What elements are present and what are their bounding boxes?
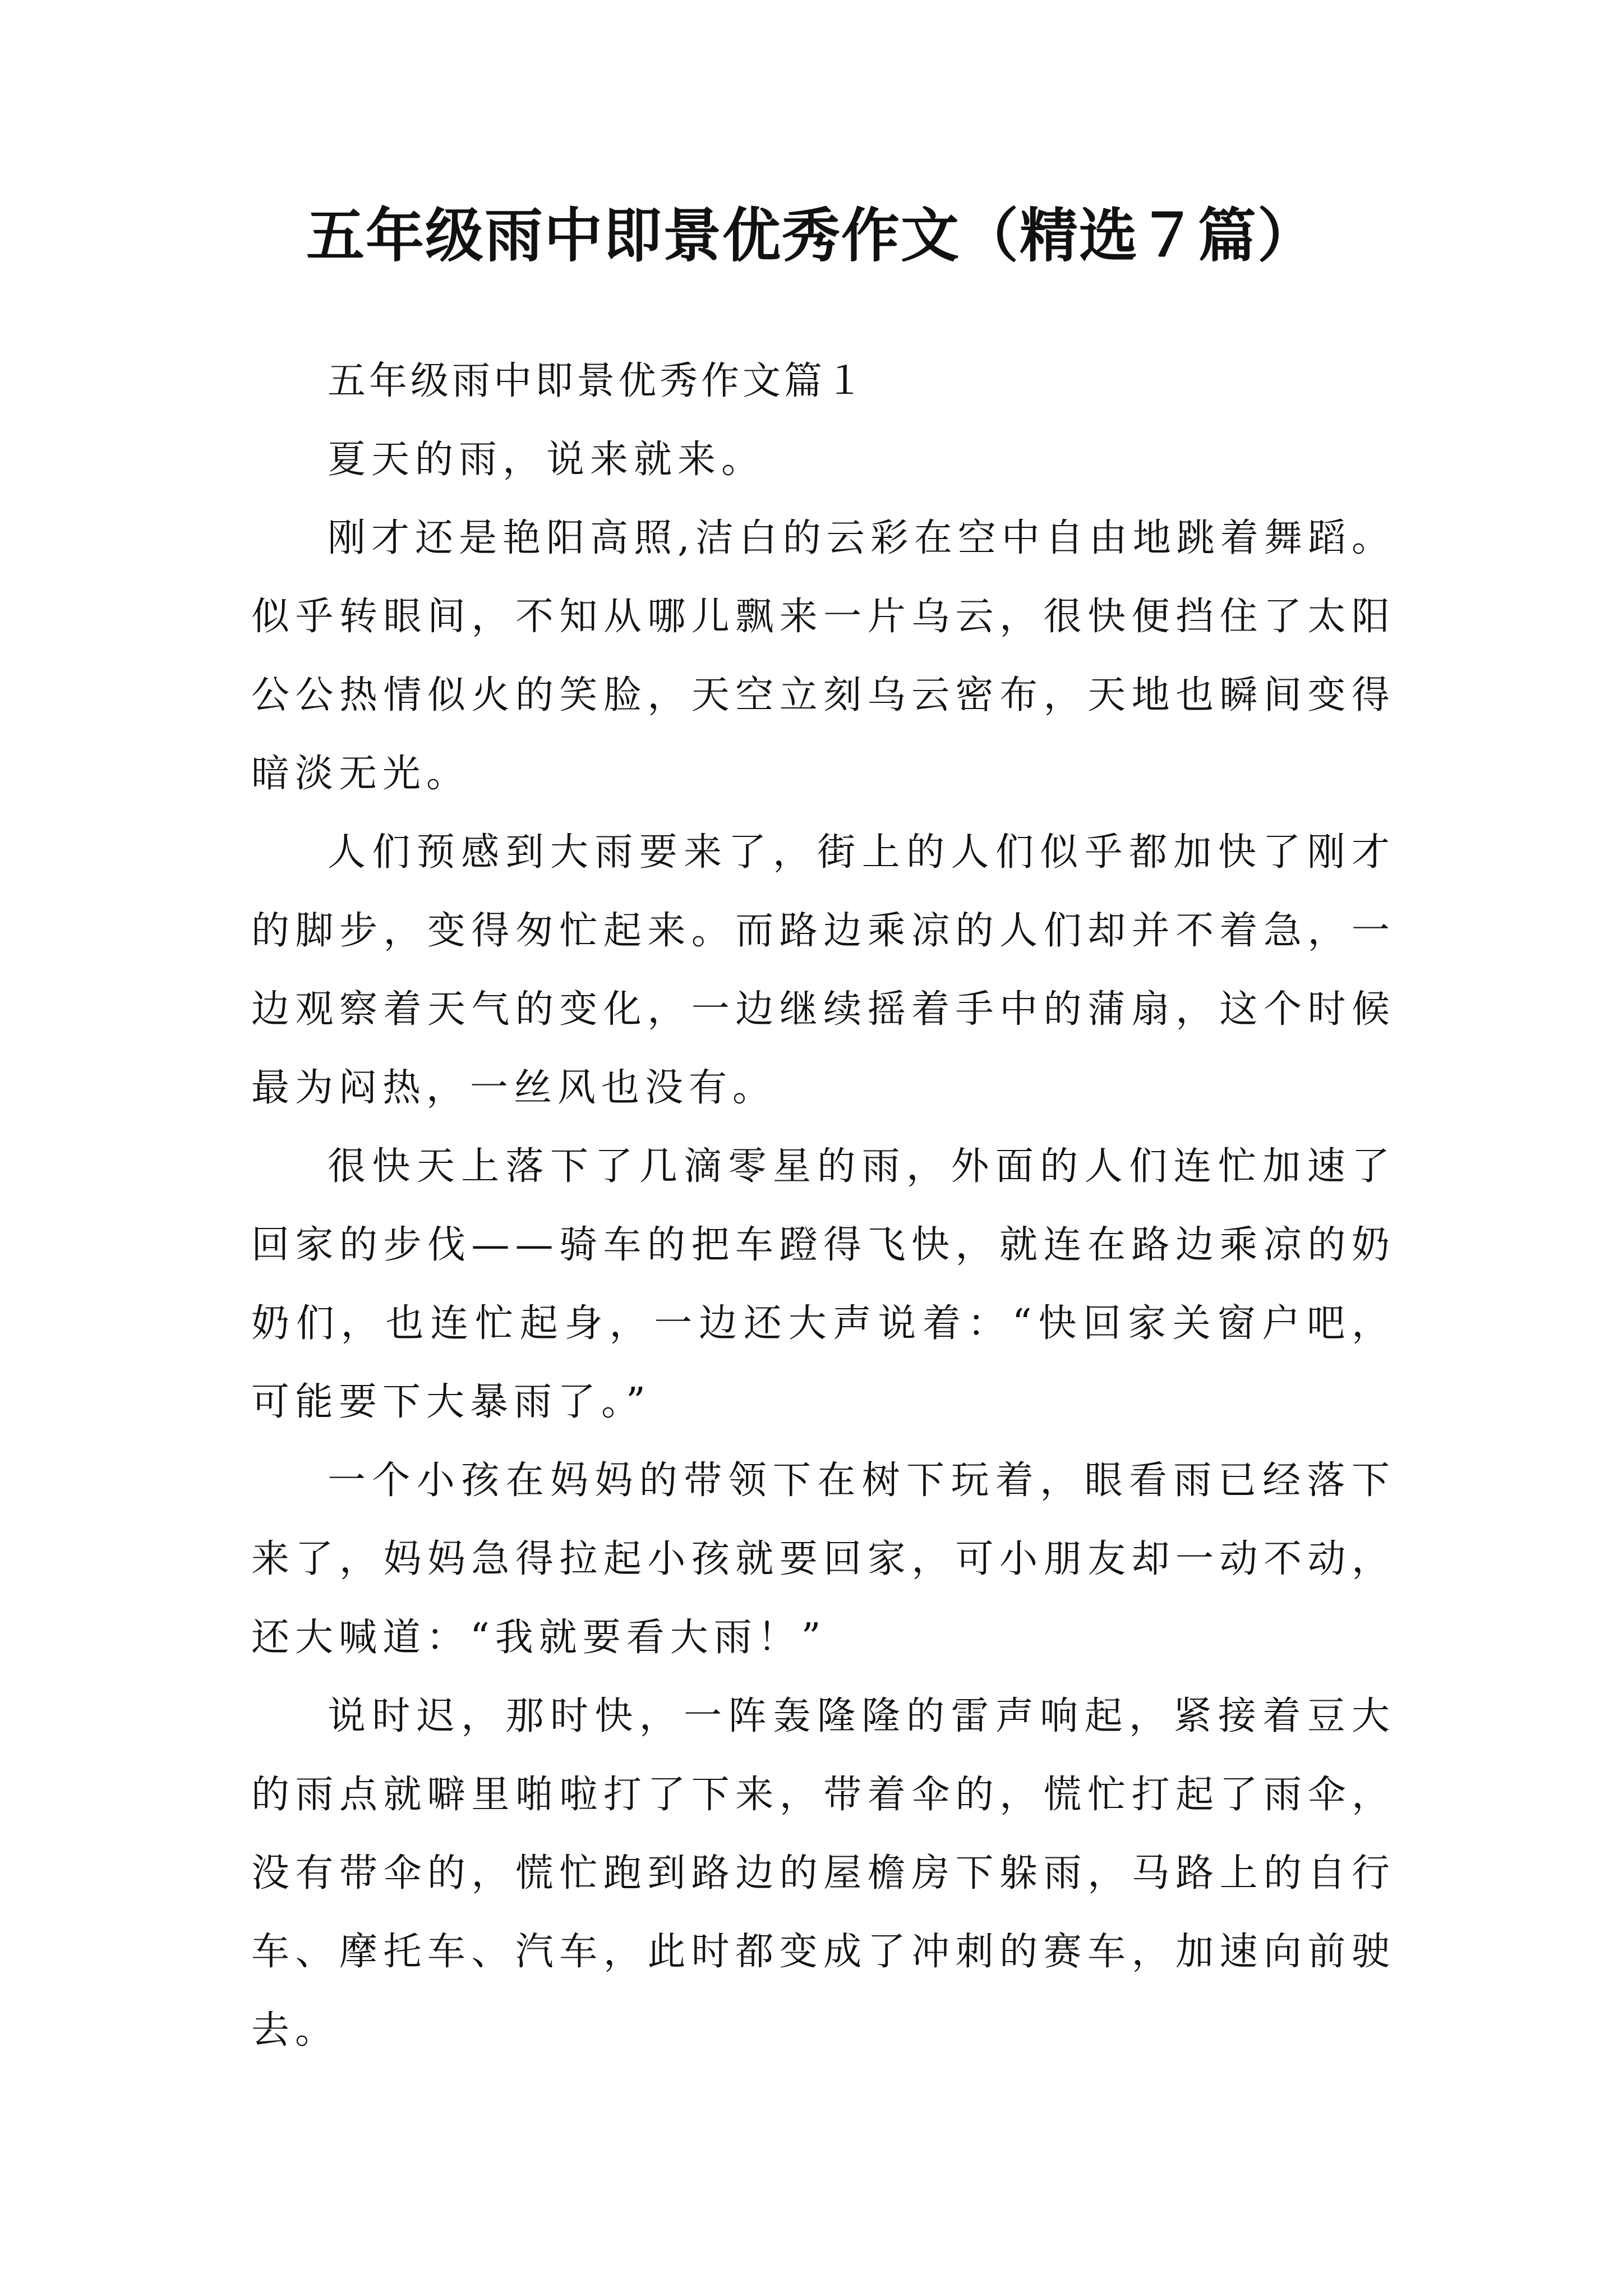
document-title: 五年级雨中即景优秀作文（精选７篇） (306, 201, 1317, 270)
paragraph: 一个小孩在妈妈的带领下在树下玩着，眼看雨已经落下来了，妈妈急得拉起小孩就要回家，可小朋友却一动不动，还大喊道：“我就要看大雨！” (251, 1458, 1395, 1660)
paragraph: 人们预感到大雨要来了，街上的人们似乎都加快了刚才的脚步，变得匆忙起来。而路边乘凉的人们却并不着急，一边观察着天气的变化，一边继续摇着手中的蒲扇，这个时候最为闷热，一丝风也没有。 (251, 830, 1395, 1110)
paragraph: 很快天上落下了几滴零星的雨，外面的人们连忙加速了回家的步伐——骑车的把车蹬得飞快，就连在路边乘凉的奶奶们，也连忙起身，一边还大声说着：“快回家关窗户吧，可能要下大暴雨了。” (251, 1144, 1395, 1424)
document-body (251, 342, 1395, 2070)
paragraph: 说时迟，那时快，一阵轰隆隆的雷声响起，紧接着豆大的雨点就噼里啪啦打了下来，带着伞的，慌忙打起了雨伞，没有带伞的，慌忙跑到路边的屋檐房下躲雨，马路上的自行车、摩托车、汽车，此时都变成了冲刺的赛车，加速向前驶去。 (251, 1694, 1395, 2053)
paragraph: 刚才还是艳阳高照,洁白的云彩在空中自由地跳着舞蹈。似乎转眼间，不知从哪儿飘来一片乌云，很快便挡住了太阳公公热情似火的笑脸，天空立刻乌云密布，天地也瞬间变得暗淡无光。 (251, 516, 1395, 796)
paragraph: 夏天的雨，说来就来。 (328, 438, 766, 482)
essay-heading: 五年级雨中即景优秀作文篇１ (328, 359, 868, 403)
